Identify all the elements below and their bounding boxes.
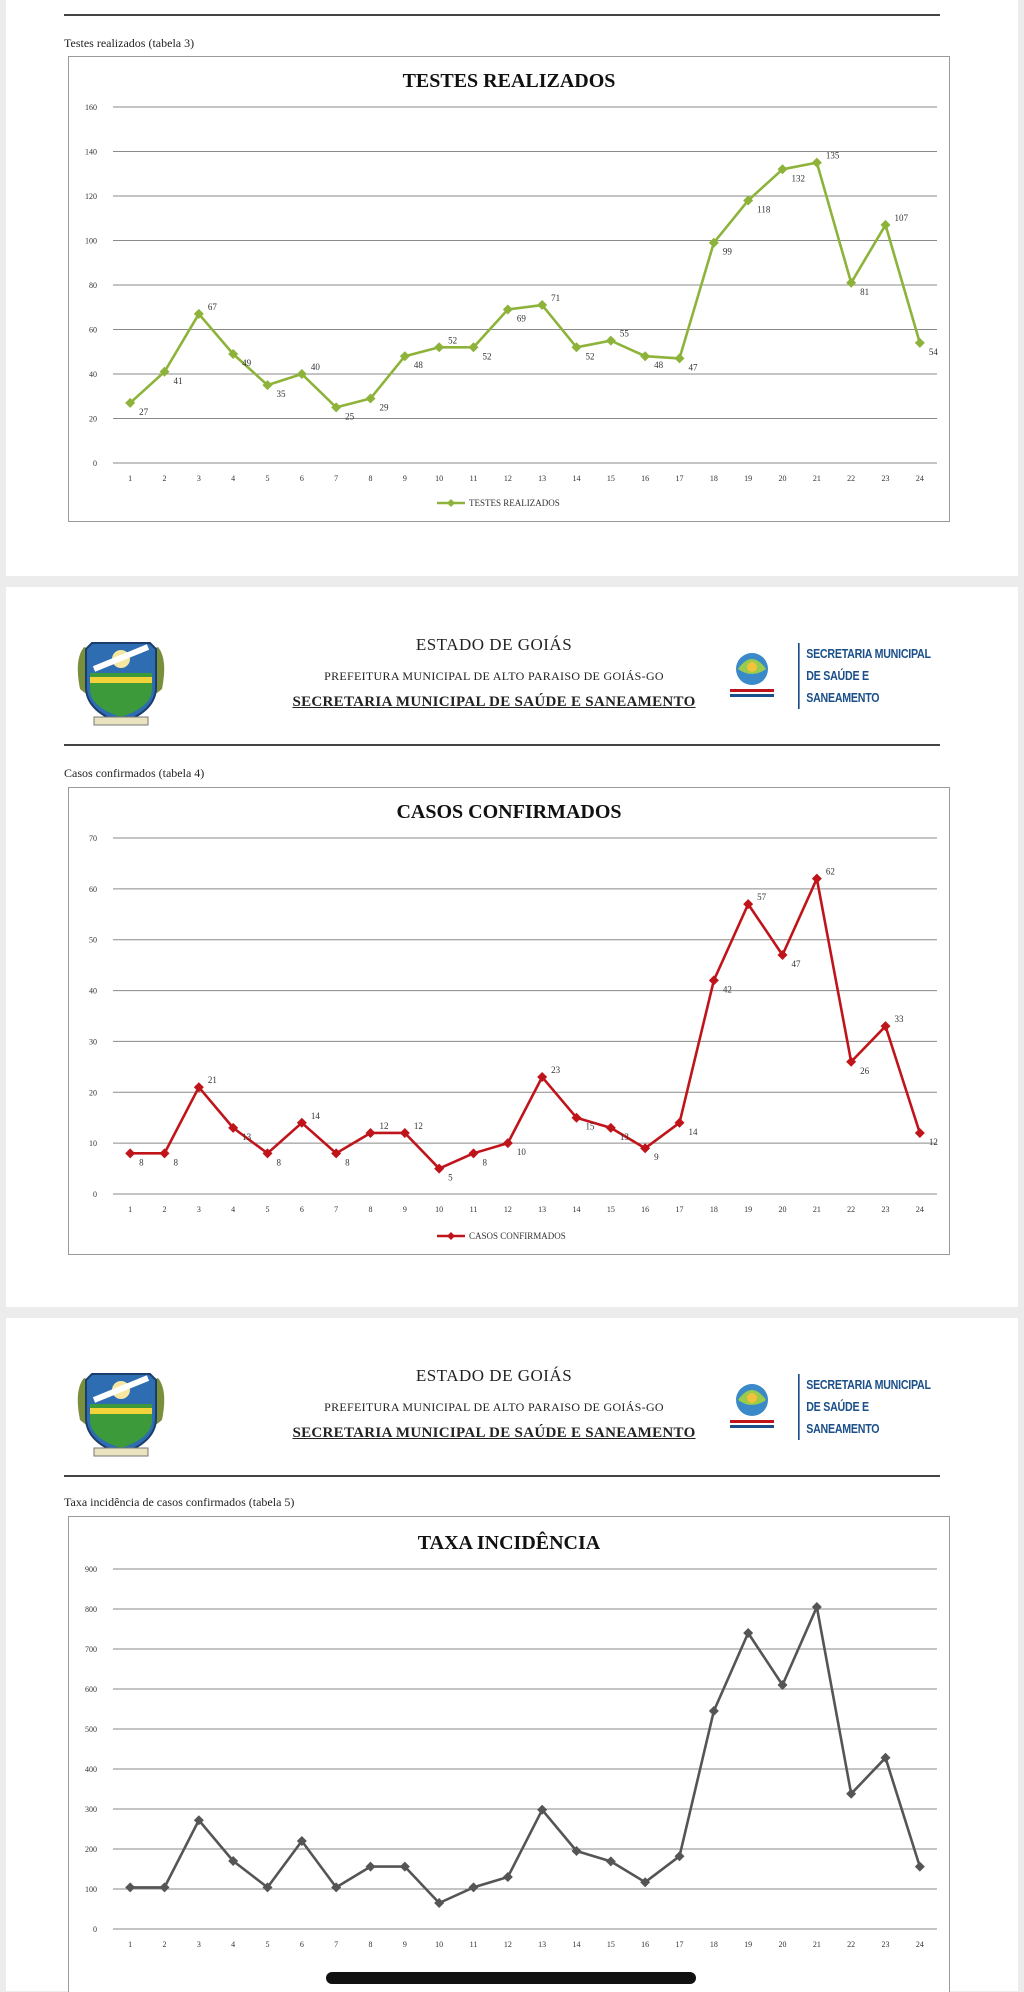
data-label: 69: [516, 313, 526, 324]
logo-text-line1: SECRETARIA MUNICIPAL: [806, 1377, 931, 1392]
y-tick-label: 100: [85, 236, 97, 246]
data-point: [915, 1128, 925, 1138]
data-label: 52: [482, 351, 492, 362]
y-tick-label: 10: [89, 1139, 97, 1149]
data-point: [812, 1602, 822, 1612]
table-caption: Testes realizados (tabela 3): [64, 36, 195, 50]
data-point: [812, 874, 822, 884]
x-tick-label: 19: [744, 1205, 753, 1214]
x-tick-label: 24: [915, 474, 924, 483]
data-point: [812, 158, 822, 168]
x-tick-label: 2: [162, 1205, 167, 1214]
x-tick-label: 15: [606, 1940, 615, 1949]
municipal-crest-icon: [74, 1360, 168, 1460]
data-label: 99: [722, 246, 732, 257]
health-department-icon: [724, 1376, 780, 1432]
y-tick-label: 20: [89, 1088, 97, 1098]
municipal-crest-icon: [74, 629, 168, 729]
x-tick-label: 8: [368, 1940, 373, 1949]
x-tick-label: 20: [778, 474, 787, 483]
legend-marker: [447, 1232, 455, 1240]
incidence-chart: [68, 1516, 950, 1992]
x-tick-label: 14: [572, 1940, 581, 1949]
x-tick-label: 24: [915, 1940, 924, 1949]
x-tick-label: 13: [538, 474, 547, 483]
data-label: 5: [448, 1172, 453, 1183]
data-point: [160, 1148, 170, 1158]
data-label: 12: [379, 1120, 389, 1131]
data-label: 107: [894, 212, 908, 223]
x-tick-label: 10: [435, 1205, 444, 1214]
data-label: 33: [894, 1014, 904, 1025]
y-tick-label: 80: [89, 281, 97, 290]
health-department-icon: [724, 645, 780, 701]
x-tick-label: 17: [675, 1205, 684, 1214]
x-tick-label: 7: [334, 1205, 339, 1214]
data-label: 12: [413, 1120, 423, 1131]
y-tick-label: 0: [93, 459, 97, 468]
state-name: ESTADO DE GOIÁS: [415, 635, 573, 654]
x-tick-label: 11: [469, 474, 478, 483]
series-line: [130, 879, 920, 1169]
x-tick-label: 6: [299, 474, 304, 483]
secretaria-logo: [724, 1370, 934, 1450]
x-tick-label: 18: [709, 474, 718, 483]
x-tick-label: 14: [572, 474, 581, 483]
data-label: 48: [654, 360, 664, 371]
x-tick-label: 4: [231, 474, 236, 483]
chart-svg: [69, 57, 949, 521]
x-tick-label: 9: [402, 1205, 407, 1214]
x-tick-label: 12: [503, 1940, 512, 1949]
chart-title: CASOS CONFIRMADOS: [396, 801, 622, 823]
x-tick-label: 16: [641, 1940, 650, 1949]
y-tick-label: 400: [85, 1765, 97, 1774]
logo-text-line2: DE SAÚDE E: [806, 1399, 869, 1414]
data-point: [915, 338, 925, 348]
x-tick-label: 3: [196, 474, 201, 483]
x-tick-label: 9: [402, 1940, 407, 1949]
table-caption: Casos confirmados (tabela 4): [64, 766, 205, 780]
report-page-1: [6, 0, 1018, 576]
y-tick-label: 60: [89, 884, 97, 894]
data-label: 40: [310, 362, 320, 372]
data-label: 8: [173, 1157, 178, 1168]
x-tick-label: 23: [881, 474, 890, 483]
data-label: 135: [825, 150, 840, 161]
chart-svg: [69, 1517, 949, 1992]
x-tick-label: 7: [334, 1940, 339, 1949]
x-tick-label: 6: [299, 1205, 304, 1214]
data-label: 8: [139, 1157, 144, 1168]
x-tick-label: 20: [778, 1940, 787, 1949]
legend-label: CASOS CONFIRMADOS: [469, 1231, 566, 1241]
x-tick-label: 18: [709, 1205, 718, 1214]
data-label: 48: [413, 360, 423, 371]
x-tick-label: 19: [744, 474, 753, 483]
x-tick-label: 19: [744, 1940, 753, 1949]
x-tick-label: 10: [435, 474, 444, 483]
y-tick-label: 0: [93, 1925, 97, 1934]
data-label: 42: [722, 984, 732, 995]
data-label: 62: [825, 866, 835, 877]
data-point: [709, 1706, 719, 1716]
data-point: [503, 1872, 513, 1882]
x-tick-label: 13: [538, 1205, 547, 1214]
y-tick-label: 100: [85, 1885, 97, 1894]
report-page-2: [6, 587, 1018, 1307]
data-label: 13: [619, 1131, 629, 1142]
data-label: 52: [448, 335, 458, 346]
data-label: 67: [207, 301, 217, 312]
data-label: 21: [207, 1075, 217, 1086]
data-label: 12: [928, 1136, 938, 1147]
data-label: 8: [276, 1157, 281, 1168]
data-label: 8: [345, 1157, 350, 1168]
data-label: 23: [551, 1065, 561, 1076]
series-line: [130, 1607, 920, 1903]
x-tick-label: 3: [196, 1205, 201, 1214]
x-tick-label: 15: [606, 1205, 615, 1214]
x-tick-label: 5: [265, 1940, 270, 1949]
data-point: [640, 351, 650, 361]
x-tick-label: 2: [162, 1940, 167, 1949]
x-tick-label: 1: [128, 1940, 133, 1949]
x-tick-label: 9: [402, 474, 407, 483]
data-label: 14: [310, 1110, 320, 1121]
data-label: 55: [619, 328, 629, 339]
data-label: 41: [173, 375, 183, 386]
secretaria-logo: [724, 639, 934, 719]
chart-svg: [69, 788, 949, 1254]
x-tick-label: 24: [915, 1205, 924, 1214]
data-point: [675, 353, 685, 363]
report-header: [64, 629, 944, 739]
y-tick-label: 40: [89, 370, 97, 379]
data-label: 13: [242, 1131, 252, 1142]
data-label: 54: [928, 346, 938, 357]
y-tick-label: 70: [89, 834, 97, 843]
data-label: 15: [585, 1121, 595, 1132]
data-label: 8: [482, 1157, 487, 1168]
logo-text-line3: SANEAMENTO: [806, 690, 880, 705]
data-label: 10: [516, 1147, 526, 1158]
chart-title: TAXA INCIDÊNCIA: [417, 1532, 601, 1554]
x-tick-label: 23: [881, 1940, 890, 1949]
legend-marker: [447, 499, 455, 507]
x-tick-label: 8: [368, 1205, 373, 1214]
y-tick-label: 160: [85, 103, 97, 112]
x-tick-label: 16: [641, 474, 650, 483]
secretaria-name: SECRETARIA MUNICIPAL DE SAÚDE E SANEAMENTO: [292, 694, 696, 710]
data-label: 9: [654, 1152, 659, 1163]
x-tick-label: 5: [265, 1205, 270, 1214]
x-tick-label: 1: [128, 474, 133, 483]
y-tick-label: 300: [85, 1805, 97, 1814]
header-rule: [64, 744, 940, 746]
data-label: 132: [791, 173, 805, 184]
data-point: [160, 1882, 170, 1892]
x-tick-label: 4: [231, 1940, 236, 1949]
data-label: 49: [242, 357, 252, 368]
x-tick-label: 13: [538, 1940, 547, 1949]
data-point: [434, 342, 444, 352]
tests-chart: [68, 56, 950, 522]
x-tick-label: 1: [128, 1205, 133, 1214]
table-caption: Taxa incidência de casos confirmados (tabela 5): [64, 1495, 295, 1509]
y-tick-label: 500: [85, 1725, 97, 1734]
y-tick-label: 0: [93, 1190, 97, 1199]
home-indicator[interactable]: [326, 1972, 696, 1984]
x-tick-label: 22: [847, 1940, 856, 1949]
data-label: 14: [688, 1126, 698, 1137]
data-label: 52: [585, 351, 595, 362]
data-point: [469, 1148, 479, 1158]
y-tick-label: 20: [89, 414, 97, 424]
data-point: [709, 975, 719, 985]
y-tick-label: 200: [85, 1845, 97, 1854]
x-tick-label: 22: [847, 474, 856, 483]
logo-text-line3: SANEAMENTO: [806, 1421, 880, 1436]
x-tick-label: 6: [299, 1940, 304, 1949]
y-tick-label: 900: [85, 1565, 97, 1574]
data-point: [125, 1148, 135, 1158]
x-tick-label: 21: [812, 1940, 821, 1949]
cases-chart: [68, 787, 950, 1255]
data-point: [125, 1882, 135, 1892]
x-tick-label: 8: [368, 474, 373, 483]
x-tick-label: 16: [641, 1205, 650, 1214]
x-tick-label: 10: [435, 1940, 444, 1949]
y-tick-label: 120: [85, 192, 97, 201]
x-tick-label: 11: [469, 1940, 478, 1949]
state-name: ESTADO DE GOIÁS: [415, 1366, 573, 1385]
x-tick-label: 18: [709, 1940, 718, 1949]
logo-text-line1: SECRETARIA MUNICIPAL: [806, 646, 931, 661]
y-tick-label: 600: [85, 1685, 97, 1694]
header-rule: [64, 1475, 940, 1477]
y-tick-label: 40: [89, 986, 97, 996]
x-tick-label: 21: [812, 474, 821, 483]
x-tick-label: 17: [675, 1940, 684, 1949]
data-label: 57: [757, 892, 767, 903]
x-tick-label: 3: [196, 1940, 201, 1949]
report-header: [64, 1360, 944, 1470]
data-label: 47: [688, 362, 698, 373]
data-label: 81: [860, 286, 870, 297]
x-tick-label: 2: [162, 474, 167, 483]
data-point: [915, 1862, 925, 1872]
x-tick-label: 4: [231, 1205, 236, 1214]
data-point: [606, 336, 616, 346]
x-tick-label: 14: [572, 1205, 581, 1214]
logo-text-line2: DE SAÚDE E: [806, 668, 869, 683]
x-tick-label: 11: [469, 1205, 478, 1214]
x-tick-label: 22: [847, 1205, 856, 1214]
y-tick-label: 140: [85, 147, 97, 157]
data-point: [503, 1138, 513, 1148]
y-tick-label: 60: [89, 325, 97, 335]
header-rule: [64, 14, 940, 16]
chart-title: TESTES REALIZADOS: [402, 70, 616, 92]
prefeitura-name: PREFEITURA MUNICIPAL DE ALTO PARAISO DE GOIÁS-GO: [324, 669, 664, 683]
x-tick-label: 15: [606, 474, 615, 483]
x-tick-label: 5: [265, 474, 270, 483]
x-tick-label: 23: [881, 1205, 890, 1214]
data-label: 25: [345, 411, 355, 422]
y-tick-label: 700: [85, 1645, 97, 1654]
y-tick-label: 800: [85, 1605, 97, 1614]
data-label: 47: [791, 958, 801, 969]
data-label: 118: [757, 204, 771, 215]
prefeitura-name: PREFEITURA MUNICIPAL DE ALTO PARAISO DE GOIÁS-GO: [324, 1400, 664, 1414]
data-point: [469, 1882, 479, 1892]
secretaria-name: SECRETARIA MUNICIPAL DE SAÚDE E SANEAMENTO: [292, 1425, 696, 1441]
x-tick-label: 21: [812, 1205, 821, 1214]
data-label: 71: [551, 293, 561, 304]
x-tick-label: 7: [334, 474, 339, 483]
y-tick-label: 30: [89, 1037, 97, 1047]
x-tick-label: 12: [503, 1205, 512, 1214]
data-label: 35: [276, 389, 286, 400]
data-label: 27: [139, 406, 149, 417]
x-tick-label: 17: [675, 474, 684, 483]
legend-label: TESTES REALIZADOS: [469, 498, 560, 508]
y-tick-label: 50: [89, 935, 97, 945]
data-label: 29: [379, 402, 389, 413]
x-tick-label: 20: [778, 1205, 787, 1214]
report-page-3: [6, 1318, 1018, 1991]
data-label: 26: [860, 1065, 870, 1076]
x-tick-label: 12: [503, 474, 512, 483]
